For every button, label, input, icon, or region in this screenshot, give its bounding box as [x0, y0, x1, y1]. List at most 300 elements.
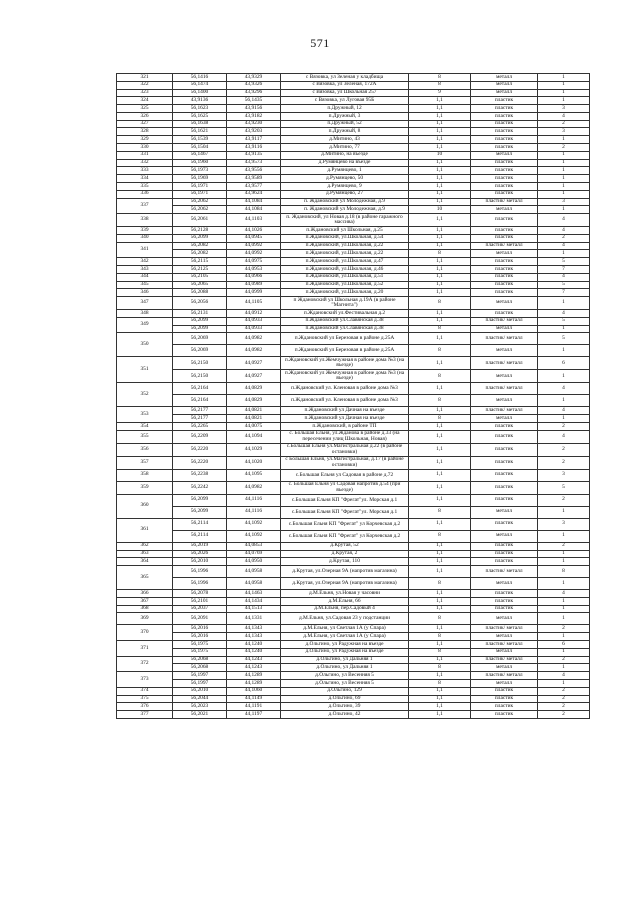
row-number-cell: 354 — [117, 423, 173, 431]
material-cell: пластик — [471, 430, 538, 443]
longitude-cell: 44,0992 — [227, 242, 281, 250]
count-cell: 1 — [538, 664, 590, 672]
volume-cell: 1,1 — [409, 703, 471, 711]
address-cell: с.Большая Ельня КП "Фрегат" ул Корчевская д.2 — [281, 518, 409, 530]
row-number-cell: 365 — [117, 566, 173, 590]
longitude-cell: 44,1243 — [227, 664, 281, 672]
longitude-cell: 44,1149 — [227, 695, 281, 703]
longitude-cell: 43,9117 — [227, 136, 281, 144]
address-cell: с. Большая Ельня, ул.Жданова в районе д.33 (на пересечении улиц Школьная, Новая) — [281, 430, 409, 443]
count-cell: 1 — [538, 97, 590, 105]
table-row — [117, 128, 590, 136]
longitude-cell: 44,1029 — [227, 443, 281, 456]
material-cell: пластик/ металл — [471, 656, 538, 664]
count-cell: 8 — [538, 566, 590, 578]
count-cell: 2 — [538, 542, 590, 550]
material-cell: пластик — [471, 310, 538, 318]
latitude-cell: 56,2037 — [173, 605, 227, 613]
count-cell: 3 — [538, 518, 590, 530]
count-cell: 7 — [538, 265, 590, 273]
volume-cell: 8 — [409, 297, 471, 310]
latitude-cell: 56,1623 — [173, 105, 227, 113]
longitude-cell: 44,0769 — [227, 550, 281, 558]
latitude-cell: 56,2021 — [173, 711, 227, 719]
table-row — [117, 273, 590, 281]
table-row — [117, 281, 590, 289]
table-row — [117, 506, 590, 518]
material-cell: пластик — [471, 136, 538, 144]
latitude-cell: 56,1975 — [173, 641, 227, 649]
table-row — [117, 456, 590, 469]
latitude-cell: 56,2016 — [173, 625, 227, 633]
volume-cell: 1,1 — [409, 128, 471, 136]
longitude-cell: 44,0989 — [227, 281, 281, 289]
table-row — [117, 530, 590, 542]
longitude-cell: 44,0992 — [227, 250, 281, 258]
latitude-cell: 56,2016 — [173, 633, 227, 641]
table-row — [117, 112, 590, 120]
material-cell: металл — [471, 370, 538, 383]
row-number-cell: 377 — [117, 711, 173, 719]
volume-cell: 1,1 — [409, 182, 471, 190]
count-cell: 4 — [538, 310, 590, 318]
volume-cell: 1,1 — [409, 672, 471, 680]
table-row — [117, 443, 590, 456]
table-row — [117, 105, 590, 113]
count-cell: 1 — [538, 415, 590, 423]
longitude-cell: 43,9116 — [227, 144, 281, 152]
address-cell: п.Ждановский ул Жемчужная в районе дома №3 (на въезде) — [281, 370, 409, 383]
material-cell: металл — [471, 530, 538, 542]
volume-cell: 1,1 — [409, 265, 471, 273]
material-cell: пластик — [471, 227, 538, 235]
table-row — [117, 656, 590, 664]
address-cell: п.Ждановский ул Березовая в районе д.25А — [281, 345, 409, 357]
longitude-cell: 44,1084 — [227, 206, 281, 214]
table-row — [117, 430, 590, 443]
count-cell: 1 — [538, 395, 590, 407]
address-cell: п. Ждановский ул Молодежная, д.9 — [281, 198, 409, 206]
address-cell: д.Румянцево, 27 — [281, 190, 409, 198]
row-number-cell: 331 — [117, 151, 173, 159]
latitude-cell: 56,2082 — [173, 250, 227, 258]
volume-cell: 1,1 — [409, 289, 471, 297]
material-cell: пластик — [471, 481, 538, 494]
volume-cell: 1,1 — [409, 258, 471, 266]
volume-cell: 8 — [409, 415, 471, 423]
material-cell: пластик — [471, 605, 538, 613]
count-cell: 1 — [538, 159, 590, 167]
table-row — [117, 395, 590, 407]
count-cell: 2 — [538, 234, 590, 242]
count-cell: 6 — [538, 357, 590, 370]
latitude-cell: 56,1539 — [173, 136, 227, 144]
count-cell: 2 — [538, 443, 590, 456]
latitude-cell: 56,1416 — [173, 74, 227, 82]
volume-cell: 1,1 — [409, 190, 471, 198]
row-number-cell: 363 — [117, 550, 173, 558]
latitude-cell: 56,2099 — [173, 317, 227, 325]
count-cell: 1 — [538, 506, 590, 518]
latitude-cell: 56,2091 — [173, 613, 227, 625]
longitude-cell: 43,9589 — [227, 175, 281, 183]
table-row — [117, 415, 590, 423]
longitude-cell: 44,0953 — [227, 265, 281, 273]
longitude-cell: 44,0982 — [227, 345, 281, 357]
latitude-cell: 56,1400 — [173, 89, 227, 97]
longitude-cell: 44,0927 — [227, 370, 281, 383]
row-number-cell: 369 — [117, 613, 173, 625]
volume-cell: 1,1 — [409, 407, 471, 415]
address-cell: п.Ждановский, ул.Школьная, д.54 — [281, 234, 409, 242]
latitude-cell: 56,1996 — [173, 578, 227, 590]
material-cell: пластик — [471, 175, 538, 183]
row-number-cell: 321 — [117, 74, 173, 82]
volume-cell: 9 — [409, 89, 471, 97]
volume-cell: 1,1 — [409, 469, 471, 481]
latitude-cell: 56,2220 — [173, 456, 227, 469]
count-cell: 1 — [538, 597, 590, 605]
longitude-cell: 44,0933 — [227, 325, 281, 333]
latitude-cell: 56,2265 — [173, 423, 227, 431]
material-cell: пластик/ металл — [471, 407, 538, 415]
longitude-cell: 44,1092 — [227, 530, 281, 542]
latitude-cell: 56,2099 — [173, 234, 227, 242]
material-cell: пластик — [471, 214, 538, 227]
row-number-cell: 329 — [117, 136, 173, 144]
volume-cell: 1,1 — [409, 167, 471, 175]
material-cell: металл — [471, 415, 538, 423]
row-number-cell: 344 — [117, 273, 173, 281]
material-cell: пластик — [471, 597, 538, 605]
count-cell: 2 — [538, 423, 590, 431]
count-cell: 4 — [538, 112, 590, 120]
count-cell: 1 — [538, 250, 590, 258]
row-number-cell: 373 — [117, 672, 173, 688]
volume-cell: 1,1 — [409, 144, 471, 152]
address-cell: д.М.Ельня, ул.Новая у часовни — [281, 590, 409, 598]
row-number-cell: 326 — [117, 112, 173, 120]
address-cell: д.М.Ельня, пер.Садовый 4 — [281, 605, 409, 613]
address-cell: п.Ждановский, ул.Школьная, д.47 — [281, 258, 409, 266]
volume-cell: 1,1 — [409, 687, 471, 695]
volume-cell: 1,1 — [409, 456, 471, 469]
latitude-cell: 56,2164 — [173, 395, 227, 407]
volume-cell: 8 — [409, 250, 471, 258]
latitude-cell: 56,1969 — [173, 175, 227, 183]
volume-cell: 1,1 — [409, 136, 471, 144]
address-cell: д.Ольгино, 39 — [281, 703, 409, 711]
table-row — [117, 641, 590, 649]
count-cell: 2 — [538, 625, 590, 633]
address-cell: д.Митино, 77 — [281, 144, 409, 152]
material-cell: пластик/ металл — [471, 357, 538, 370]
volume-cell: 8 — [409, 325, 471, 333]
table-row — [117, 250, 590, 258]
material-cell: пластик/ металл — [471, 625, 538, 633]
count-cell: 1 — [538, 136, 590, 144]
latitude-cell: 56,2082 — [173, 242, 227, 250]
row-number-cell: 324 — [117, 97, 173, 105]
material-cell: металл — [471, 506, 538, 518]
latitude-cell: 56,2078 — [173, 590, 227, 598]
longitude-cell: 44,1026 — [227, 227, 281, 235]
address-cell: д.Ольгино, ул Весенняя 5 — [281, 672, 409, 680]
table-row — [117, 711, 590, 719]
count-cell: 1 — [538, 74, 590, 82]
material-cell: металл — [471, 297, 538, 310]
volume-cell: 8 — [409, 633, 471, 641]
row-number-cell: 351 — [117, 357, 173, 383]
count-cell: 1 — [538, 167, 590, 175]
latitude-cell: 56,2099 — [173, 506, 227, 518]
count-cell: 2 — [538, 711, 590, 719]
address-cell: с.Большая Ельня КП "Фрегат"ул. Морская д.1 — [281, 506, 409, 518]
count-cell: 7 — [538, 289, 590, 297]
longitude-cell: 44,1289 — [227, 672, 281, 680]
latitude-cell: 56,1625 — [173, 112, 227, 120]
row-number-cell: 357 — [117, 456, 173, 469]
volume-cell: 1,1 — [409, 198, 471, 206]
address-cell: д.Ольгино, ул Радужная на въезде — [281, 648, 409, 656]
table-row — [117, 159, 590, 167]
volume-cell: 8 — [409, 613, 471, 625]
material-cell: пластик/ металл — [471, 641, 538, 649]
material-cell: пластик — [471, 273, 538, 281]
count-cell: 4 — [538, 214, 590, 227]
material-cell: металл — [471, 395, 538, 407]
volume-cell: 8 — [409, 578, 471, 590]
volume-cell: 8 — [409, 664, 471, 672]
count-cell: 1 — [538, 578, 590, 590]
count-cell: 1 — [538, 530, 590, 542]
address-cell: п.Ждановский ул Дачная на въезде — [281, 415, 409, 423]
address-cell: д.М.Ельня, ул Светлая 1А (у Спара) — [281, 633, 409, 641]
row-number-cell: 359 — [117, 481, 173, 494]
address-cell: д.Крутая, 52 — [281, 542, 409, 550]
address-cell: п.Ждановский ул. Кленовая в районе дома №3 — [281, 383, 409, 395]
volume-cell: 1,1 — [409, 310, 471, 318]
material-cell: пластик — [471, 443, 538, 456]
latitude-cell: 56,2177 — [173, 407, 227, 415]
count-cell: 1 — [538, 648, 590, 656]
latitude-cell: 56,2019 — [173, 542, 227, 550]
address-cell: п.Ждановский ул Березовая в районе д.25А — [281, 333, 409, 345]
count-cell: 1 — [538, 151, 590, 159]
volume-cell: 1,1 — [409, 112, 471, 120]
count-cell: 1 — [538, 550, 590, 558]
latitude-cell: 56,1996 — [173, 566, 227, 578]
material-cell: пластик — [471, 711, 538, 719]
material-cell: пластик/ металл — [471, 566, 538, 578]
volume-cell: 8 — [409, 648, 471, 656]
latitude-cell: 56,2242 — [173, 481, 227, 494]
volume-cell: 1,1 — [409, 605, 471, 613]
latitude-cell: 56,2026 — [173, 550, 227, 558]
address-cell: п.Дружный, 12 — [281, 105, 409, 113]
row-number-cell: 347 — [117, 297, 173, 310]
table-row — [117, 136, 590, 144]
table-row — [117, 206, 590, 214]
table-row — [117, 703, 590, 711]
volume-cell: 1,1 — [409, 443, 471, 456]
row-number-cell: 367 — [117, 597, 173, 605]
longitude-cell: 44,0982 — [227, 333, 281, 345]
address-cell: п.Ждановский ул Дачная на въезде — [281, 407, 409, 415]
material-cell: пластик/ металл — [471, 198, 538, 206]
table-row — [117, 518, 590, 530]
table-row — [117, 625, 590, 633]
count-cell: 5 — [538, 281, 590, 289]
latitude-cell: 56,2010 — [173, 687, 227, 695]
latitude-cell: 56,2150 — [173, 370, 227, 383]
longitude-cell: 43,9296 — [227, 89, 281, 97]
row-number-cell: 328 — [117, 128, 173, 136]
table-row — [117, 423, 590, 431]
material-cell: пластик — [471, 550, 538, 558]
longitude-cell: 44,0853 — [227, 542, 281, 550]
volume-cell: 1,1 — [409, 542, 471, 550]
table-row — [117, 481, 590, 494]
volume-cell: 8 — [409, 370, 471, 383]
material-cell: пластик/ металл — [471, 333, 538, 345]
material-cell: металл — [471, 664, 538, 672]
row-number-cell: 352 — [117, 383, 173, 407]
address-cell: п. Ждановский ул Молодежная, д.9 — [281, 206, 409, 214]
latitude-cell: 56,2209 — [173, 430, 227, 443]
table-row — [117, 190, 590, 198]
row-number-cell: 374 — [117, 687, 173, 695]
material-cell: пластик — [471, 128, 538, 136]
count-cell: 2 — [538, 144, 590, 152]
longitude-cell: 44,0912 — [227, 310, 281, 318]
address-cell: д.Крутая, ул.Озерная 9А (напротив магазина) — [281, 566, 409, 578]
table-row — [117, 227, 590, 235]
longitude-cell: 44,0982 — [227, 481, 281, 494]
longitude-cell: 44,1240 — [227, 648, 281, 656]
address-cell: п.Ждановский ул. Кленовая в районе дома №3 — [281, 395, 409, 407]
volume-cell: 1,1 — [409, 281, 471, 289]
volume-cell: 1,1 — [409, 558, 471, 566]
material-cell: металл — [471, 74, 538, 82]
address-cell: д.М.Ельня, ул.Садовая 23 у подстанции — [281, 613, 409, 625]
longitude-cell: 44,0945 — [227, 234, 281, 242]
material-cell: металл — [471, 206, 538, 214]
table-row — [117, 317, 590, 325]
volume-cell: 1,1 — [409, 695, 471, 703]
address-cell: д.Крутая, 110 — [281, 558, 409, 566]
longitude-cell: 44,1513 — [227, 605, 281, 613]
longitude-cell: 44,0958 — [227, 578, 281, 590]
count-cell: 1 — [538, 325, 590, 333]
table-row — [117, 357, 590, 370]
address-cell: д.Ольгино, 69 — [281, 695, 409, 703]
latitude-cell: 56,2128 — [173, 227, 227, 235]
row-number-cell: 361 — [117, 518, 173, 542]
longitude-cell: 44,1060 — [227, 687, 281, 695]
count-cell: 2 — [538, 494, 590, 506]
address-cell: д.Крутая, ул.Озерная 9А (напротив магазина) — [281, 578, 409, 590]
material-cell: пластик — [471, 289, 538, 297]
address-cell: д.Крутая, 2 — [281, 550, 409, 558]
row-number-cell: 366 — [117, 590, 173, 598]
volume-cell: 8 — [409, 74, 471, 82]
longitude-cell: 44,1331 — [227, 613, 281, 625]
volume-cell: 1,1 — [409, 481, 471, 494]
count-cell: 1 — [538, 89, 590, 97]
longitude-cell: 44,0933 — [227, 317, 281, 325]
row-number-cell: 333 — [117, 167, 173, 175]
table-row — [117, 597, 590, 605]
row-number-cell: 364 — [117, 558, 173, 566]
volume-cell: 1,1 — [409, 597, 471, 605]
longitude-cell: 44,1243 — [227, 656, 281, 664]
count-cell: 6 — [538, 641, 590, 649]
longitude-cell: 43,9182 — [227, 112, 281, 120]
table-row — [117, 151, 590, 159]
count-cell: 1 — [538, 613, 590, 625]
count-cell: 3 — [538, 128, 590, 136]
table-row — [117, 242, 590, 250]
longitude-cell: 44,1084 — [227, 198, 281, 206]
address-cell: д.Ольгино, ул Дальняя 1 — [281, 656, 409, 664]
row-number-cell: 350 — [117, 333, 173, 357]
count-cell: 4 — [538, 430, 590, 443]
longitude-cell: 44,0821 — [227, 407, 281, 415]
volume-cell: 1,1 — [409, 590, 471, 598]
longitude-cell: 44,0966 — [227, 273, 281, 281]
material-cell: пластик/ металл — [471, 317, 538, 325]
volume-cell: 1,1 — [409, 357, 471, 370]
table-row — [117, 558, 590, 566]
longitude-cell: 43,9573 — [227, 159, 281, 167]
longitude-cell: 43,9556 — [227, 167, 281, 175]
count-cell: 5 — [538, 258, 590, 266]
volume-cell: 1,1 — [409, 711, 471, 719]
material-cell: пластик — [471, 695, 538, 703]
row-number-cell: 349 — [117, 317, 173, 333]
table-row — [117, 578, 590, 590]
row-number-cell: 345 — [117, 281, 173, 289]
latitude-cell: 56,2220 — [173, 443, 227, 456]
longitude-cell: 44,1343 — [227, 625, 281, 633]
latitude-cell: 56,2114 — [173, 530, 227, 542]
address-cell: д.Ольгино, ул Весенняя 5 — [281, 679, 409, 687]
volume-cell: 1,1 — [409, 333, 471, 345]
count-cell: 1 — [538, 190, 590, 198]
latitude-cell: 56,1474 — [173, 81, 227, 89]
longitude-cell: 56,1435 — [227, 97, 281, 105]
row-number-cell: 358 — [117, 469, 173, 481]
count-cell: 1 — [538, 605, 590, 613]
longitude-cell: 44,1197 — [227, 711, 281, 719]
count-cell: 5 — [538, 481, 590, 494]
material-cell: пластик — [471, 112, 538, 120]
table-row — [117, 89, 590, 97]
latitude-cell: 56,2150 — [173, 357, 227, 370]
volume-cell: 8 — [409, 679, 471, 687]
row-number-cell: 325 — [117, 105, 173, 113]
material-cell: пластик — [471, 590, 538, 598]
latitude-cell: 43,9136 — [173, 97, 227, 105]
latitude-cell: 56,2177 — [173, 415, 227, 423]
latitude-cell: 56,1997 — [173, 672, 227, 680]
row-number-cell: 348 — [117, 310, 173, 318]
address-cell: п.Дружный, 3 — [281, 112, 409, 120]
address-cell: п.Дружный, 52 — [281, 120, 409, 128]
latitude-cell: 56,2114 — [173, 518, 227, 530]
table-row — [117, 182, 590, 190]
